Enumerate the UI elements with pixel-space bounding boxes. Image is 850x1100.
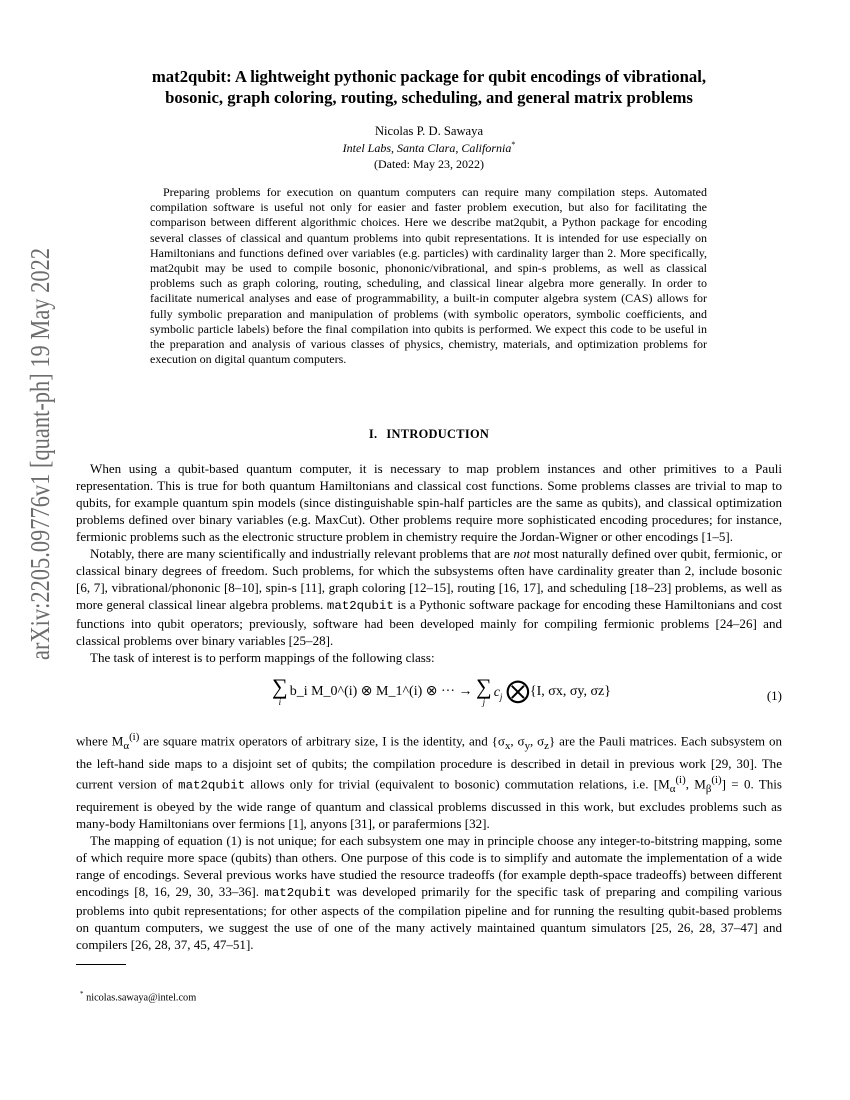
equation-rhs-set: {I, σx, σy, σz} (529, 684, 611, 700)
footnote (80, 990, 196, 1003)
sum-index-i: i (278, 697, 282, 708)
paragraph-2 (76, 545, 782, 649)
author-name: Nicolas P. D. Sawaya (374, 124, 484, 138)
p4-text-a: where M (76, 733, 124, 749)
paragraph-1: When using a qubit-based quantum computer, it is necessary to map problem instances and other primitives to a Pauli representation. This is true for both quantum Hamiltonians and classical cost functions. Some problems classes are trivial to map to qubits, for example quantum spin models (since distinguishable spin-half particles are the same as qubits), and classical optimization problems defined over binary variables (e.g. MaxCut). Other problems require more sophisticated encoding procedures; for instance, fermionic problems such as the electronic structure problem in chemistry require the Jordan-Wigner or other encodings [1–5]. (76, 461, 782, 545)
equation-body: ∑ i b_i M_0^(i) ⊗ M_1^(i) ⊗ ··· → ∑ j $c_j$ ⨂{I, σx, σy, σz} (272, 674, 611, 708)
equation-lhs: b_i M_0^(i) ⊗ M_1^(i) ⊗ ··· → (289, 684, 473, 700)
footnote-mark: * (80, 990, 84, 998)
paper-title (76, 66, 782, 108)
abstract: Preparing problems for execution on quantum computers can require many compilation steps. Automated compilation software is useful not only for easier and faster problem execution, but also for facilitating the comparison between different algorithmic choices. Here we describe mat2qubit, a Python package for encoding several classes of classical and quantum problems into qubit representations. It is intended for use especially on Hamiltonians and functions defined over variables (e.g. particles) with cardinality larger than 2. More specifically, mat2qubit may be used to compile bosonic, phononic/vibrational, and spin-s problems, as well as classical problems such as graph coloring, routing, scheduling, and classical linear algebra more generally. In order to facilitate numerical analyses and ease of programmability, a built-in computer algebra system (CAS) allows for fully symbolic preparation and manipulation of problems (with symbolic operators, symbolic coefficients, and symbolic particle labels) before the final compilation into qubits is performed. We expect this code to be useful in the preparation and analysis of various classes of physics, chemistry, materials, and optimization problems for execution on digital quantum computers. (150, 185, 707, 367)
section-title: INTRODUCTION (386, 427, 490, 442)
p4-text-e: ] = 0. This requirement is obeyed by the wide range of quantum and classical problems discussed in this work, but excludes problems such as many-body Hamiltonians over fermions [1], anyons [31], or parafermions [32]. (76, 776, 783, 832)
sum-index-j: j (482, 697, 486, 708)
p2-emphasis: not (513, 546, 530, 562)
p2-package-name: mat2qubit (326, 599, 394, 614)
paper-page (76, 66, 782, 953)
sum-symbol-j: ∑ (476, 674, 492, 700)
affiliation-text: Intel Labs, Santa Clara, California (342, 141, 512, 155)
equation-number: (1) (766, 688, 782, 704)
body-text (76, 460, 782, 953)
sum-symbol-i: ∑ (272, 674, 288, 700)
paragraph-3: The task of interest is to perform mappings of the following class: (90, 650, 435, 666)
equation-1 (76, 675, 782, 725)
author-email[interactable]: nicolas.sawaya@intel.com (86, 992, 197, 1004)
date-line: (Dated: May 23, 2022) (374, 157, 484, 171)
p4-package-name: mat2qubit (178, 778, 246, 793)
affiliation-footnote-mark: * (511, 140, 516, 149)
p5-text-a: The mapping of equation (1) is not unique; for each subsystem one may in principle choose any integer-to-bitstring mapping, some of which require more space (qubits) than others. One purpose of this code is to simplify and automate the implementation of a wide range of encodings. Several previous works have studied the resource tradeoffs (for example depth-space tradeoffs) between different encodings [8, 16, 29, 30, 33–36]. (76, 833, 782, 900)
paragraph-4: where $M_\alpha^{(i)}$ are square matrix operators of arbitrary size, I is the identity, and {$\sigma_x$, $\sigma_y$, $\sigma_z$} are the Pauli matrices. Each subsystem on the left-hand side maps to a disjoint set of qubits; the compilation procedure is described in detail in previous work [29, 30]. The current version of mat2qubit allows only for trivial (equivalent to bosonic) commutation relations, i.e. [$M_\alpha^{(i)}$, $M_\beta^{(i)}] = 0$. This requirement is obeyed by the wide range of quantum and classical problems discussed in this work, but excludes problems such as many-body Hamiltonians over fermions [1], anyons [31], or parafermions [32]. (76, 731, 783, 832)
arxiv-identifier-stamp (9, 244, 65, 664)
author-affiliation (76, 140, 782, 156)
footnote-rule (76, 964, 126, 965)
sum-j (476, 674, 492, 708)
p5-package-name: mat2qubit (264, 886, 332, 901)
p2-text-b: most naturally defined over qubit, fermionic, or classical binary degrees of freedom. Such problems, for which the subsystems often have cardinality greater than 2, include bosonic [6, 7], vibrational/phononic [8–10], spin-s [11], graph coloring [12–15], routing [16, 17], and scheduling [18–23] problems, as well as more general classical linear algebra problems. (76, 546, 782, 613)
p4-text-c: } are the Pauli matrices. Each subsystem on the left-hand side maps to a disjoint set of qubits; the compilation procedure is described in detail in previous work [29, 30]. The current version of (76, 733, 782, 792)
section-number: I. (368, 427, 378, 442)
section-heading (76, 427, 782, 442)
p4-text-b: are square matrix operators of arbitrary size, I is the identity, and {σ (139, 733, 505, 749)
sum-i (272, 674, 288, 708)
paragraph-5 (76, 832, 782, 953)
p2-text-a: Notably, there are many scientifically and industrially relevant problems that are (90, 546, 514, 562)
p2-text-c: is a Pythonic software package for encoding these Hamiltonians and cost functions into qubit operators; previously, software had been developed mainly for compiling fermionic problems [24–26] and classical problems over binary variables [25–28]. (76, 597, 782, 649)
title-line-1: mat2qubit: A lightweight pythonic package for qubit encodings of vibrational, (151, 67, 707, 86)
p5-text-b: was developed primarily for the specific task of preparing and compiling various problems into qubit representations; for other aspects of the compilation pipeline and for running the resulting qubit-based problems on quantum computers, we suggest the use of one of the many actively maintained quantum simulators [25, 26, 28, 37–47] and compilers [26, 28, 37, 45, 47–51]. (76, 884, 782, 953)
title-line-2: bosonic, graph coloring, routing, scheduling, and general matrix problems (165, 88, 693, 107)
p4-text-d: allows only for trivial (equivalent to bosonic) commutation relations, i.e. [M (245, 776, 670, 792)
arxiv-stamp-text: arXiv:2205.09776v1 [quant-ph] 19 May 2022 (24, 244, 55, 660)
